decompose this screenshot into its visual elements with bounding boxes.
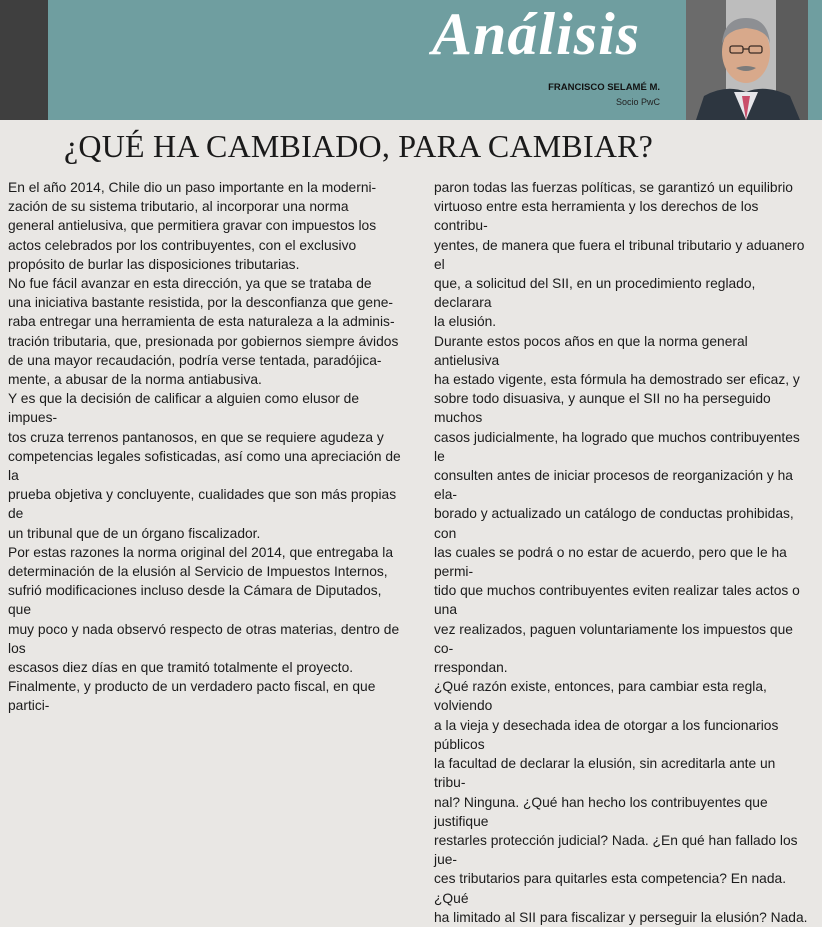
author-photo (686, 0, 808, 120)
paragraph: Y es que la decisión de calificar a alguien como elusor de impues- tos cruza terrenos pantanosos, en que se requiere agudeza y competencias legales sofisticadas, así como una apreciación de la prueba objetiva y concluyente, cualidades que son más propias de un tribunal que de un órgano fiscalizador. (8, 391, 401, 541)
paragraph: No fue fácil avanzar en esta dirección, ya que se trataba de una iniciativa bastante resistida, por la desconfianza que gene- raba entregar una herramienta de esta naturaleza a la adminis- tración tributaria, que, presionada por gobiernos siempre ávidos de una mayor recaudación, podría verse tentada, paradójica- mente, a abusar de la norma antiabusiva. (8, 276, 399, 388)
author-role: Socio PwC (615, 97, 660, 107)
author-portrait-image (686, 0, 808, 120)
header-banner (0, 0, 822, 120)
paragraph: Finalmente, y producto de un verdadero pacto fiscal, en que partici- (8, 679, 376, 714)
article-column-left (8, 178, 408, 716)
header-corner-block (0, 0, 48, 120)
section-title: Análisis (432, 1, 641, 67)
paragraph: ¿Qué razón existe, entonces, para cambiar esta regla, volviendo a la vieja y desechada idea de otorgar a los funcionarios públicos la facultad de declarar la elusión, sin acreditarla ante un tribu- nal? Ninguna. ¿Qué han hecho los contribuyentes que justifique restarles protección judicial? Nada. ¿En qué han fallado los jue- ces tributarios para quitarles esta competencia? En nada. ¿Qué ha limitado al SII para fiscalizar y perseguir la elusión? Nada. (434, 679, 808, 925)
paragraph: En el año 2014, Chile dio un paso importante en la moderni- zación de su sistema tributario, al incorporar una norma general antielusiva, que permitiera gravar con impuestos los actos celebrados por los contribuyentes, con el exclusivo propósito de burlar las disposiciones tributarias. (8, 180, 377, 272)
paragraph: Durante estos pocos años en que la norma general antielusiva ha estado vigente, esta fórmula ha demostrado ser eficaz, y sobre todo disuasiva, y aunque el SII no ha perseguido muchos casos judicialmente, ha logrado que muchos contribuyentes le consulten antes de iniciar procesos de reorganización y ha ela- borado y actualizado un catálogo de conductas prohibidas, con las cuales se podrá o no estar de acuerdo, pero que le ha permi- tido que muchos contribuyentes eviten realizar tales actos o una vez realizados, paguen voluntariamente los impuestos que co- rrespondan. (434, 333, 800, 676)
paragraph: paron todas las fuerzas políticas, se garantizó un equilibrio virtuoso entre esta herramienta y los derechos de los contribu- yentes, de manera que fuera el tribunal tributario y aduanero el que, a solicitud del SII, en un procedimiento reglado, declarara la elusión. (434, 180, 805, 330)
author-name: FRANCISCO SELAMÉ M. (548, 82, 660, 93)
paragraph: Por estas razones la norma original del 2014, que entregaba la determinación de la elusión al Servicio de Impuestos Internos, sufrió modificaciones incluso desde la Cámara de Diputados, que muy poco y nada observó respecto de otras materias, dentro de los escasos diez días en que tramitó totalmente el proyecto. (8, 544, 400, 676)
article-column-right (434, 178, 810, 927)
article-headline: ¿QUÉ HA CAMBIADO, PARA CAMBIAR? (64, 128, 654, 164)
